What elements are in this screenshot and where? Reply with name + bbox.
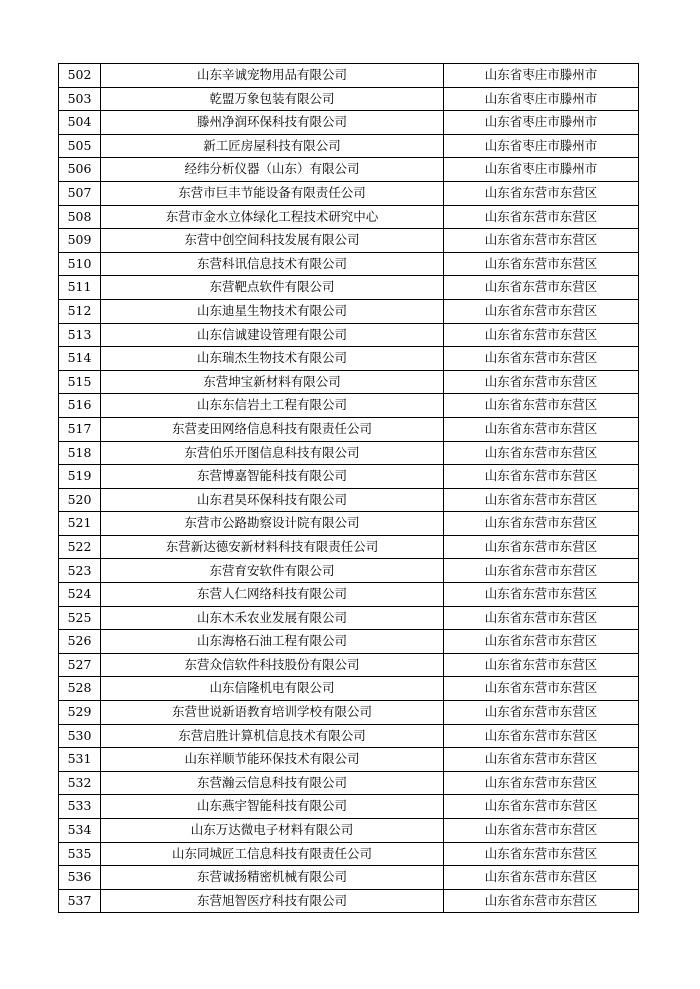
row-number-cell: 515 [59,370,101,394]
company-name-cell: 山东海格石油工程有限公司 [101,630,444,654]
company-name-cell: 山东信诚建设管理有限公司 [101,323,444,347]
company-name-cell: 山东信隆机电有限公司 [101,677,444,701]
company-name-cell: 山东万达微电子材料有限公司 [101,819,444,843]
row-number-cell: 535 [59,842,101,866]
table-row [59,158,639,182]
region-cell: 山东省东营市东营区 [444,394,639,418]
region-cell: 山东省东营市东营区 [444,630,639,654]
region-cell: 山东省东营市东营区 [444,347,639,371]
table-row [59,370,639,394]
company-name-cell: 东营世说新语教育培训学校有限公司 [101,701,444,725]
table-row [59,630,639,654]
table-row [59,465,639,489]
table-row [59,205,639,229]
row-number-cell: 508 [59,205,101,229]
table-row [59,87,639,111]
table-row [59,724,639,748]
table-row [59,488,639,512]
company-name-cell: 东营坤宝新材料有限公司 [101,370,444,394]
row-number-cell: 514 [59,347,101,371]
row-number-cell: 527 [59,653,101,677]
row-number-cell: 528 [59,677,101,701]
row-number-cell: 537 [59,889,101,913]
region-cell: 山东省东营市东营区 [444,795,639,819]
company-name-cell: 东营新达德安新材料科技有限责任公司 [101,535,444,559]
row-number-cell: 531 [59,748,101,772]
company-name-cell: 东营育安软件有限公司 [101,559,444,583]
company-name-cell: 山东君昊环保科技有限公司 [101,488,444,512]
row-number-cell: 507 [59,181,101,205]
company-name-cell: 经纬分析仪器（山东）有限公司 [101,158,444,182]
region-cell: 山东省东营市东营区 [444,512,639,536]
region-cell: 山东省东营市东营区 [444,535,639,559]
table-row [59,417,639,441]
row-number-cell: 530 [59,724,101,748]
row-number-cell: 520 [59,488,101,512]
region-cell: 山东省枣庄市滕州市 [444,111,639,135]
region-cell: 山东省东营市东营区 [444,701,639,725]
region-cell: 山东省东营市东营区 [444,488,639,512]
company-name-cell: 山东迪星生物技术有限公司 [101,299,444,323]
region-cell: 山东省东营市东营区 [444,205,639,229]
company-name-cell: 东营众信软件科技股份有限公司 [101,653,444,677]
region-cell: 山东省东营市东营区 [444,724,639,748]
table-row [59,347,639,371]
company-name-cell: 山东木禾农业发展有限公司 [101,606,444,630]
company-name-cell: 东营瀚云信息科技有限公司 [101,771,444,795]
table-row [59,889,639,913]
company-name-cell: 东营启胜计算机信息技术有限公司 [101,724,444,748]
table-row [59,111,639,135]
table-row [59,276,639,300]
row-number-cell: 523 [59,559,101,583]
company-name-cell: 山东同城匠工信息科技有限责任公司 [101,842,444,866]
region-cell: 山东省东营市东营区 [444,417,639,441]
region-cell: 山东省东营市东营区 [444,441,639,465]
region-cell: 山东省东营市东营区 [444,276,639,300]
company-name-cell: 东营中创空间科技发展有限公司 [101,229,444,253]
region-cell: 山东省枣庄市滕州市 [444,134,639,158]
region-cell: 山东省东营市东营区 [444,252,639,276]
region-cell: 山东省枣庄市滕州市 [444,158,639,182]
table-row [59,252,639,276]
table-row [59,819,639,843]
company-name-cell: 东营市公路勘察设计院有限公司 [101,512,444,536]
region-cell: 山东省东营市东营区 [444,771,639,795]
company-name-cell: 山东东信岩土工程有限公司 [101,394,444,418]
row-number-cell: 517 [59,417,101,441]
region-cell: 山东省枣庄市滕州市 [444,64,639,88]
region-cell: 山东省东营市东营区 [444,370,639,394]
row-number-cell: 505 [59,134,101,158]
company-name-cell: 山东瑞杰生物技术有限公司 [101,347,444,371]
table-row [59,748,639,772]
row-number-cell: 529 [59,701,101,725]
table-row [59,64,639,88]
region-cell: 山东省东营市东营区 [444,606,639,630]
row-number-cell: 516 [59,394,101,418]
row-number-cell: 536 [59,866,101,890]
row-number-cell: 533 [59,795,101,819]
table-row [59,394,639,418]
region-cell: 山东省东营市东营区 [444,748,639,772]
company-name-cell: 东营靶点软件有限公司 [101,276,444,300]
region-cell: 山东省东营市东营区 [444,181,639,205]
company-name-cell: 东营科讯信息技术有限公司 [101,252,444,276]
region-cell: 山东省东营市东营区 [444,559,639,583]
row-number-cell: 524 [59,583,101,607]
table-row [59,134,639,158]
company-name-cell: 山东祥顺节能环保技术有限公司 [101,748,444,772]
company-name-cell: 东营麦田网络信息科技有限责任公司 [101,417,444,441]
row-number-cell: 534 [59,819,101,843]
row-number-cell: 518 [59,441,101,465]
table-row [59,842,639,866]
table-row [59,299,639,323]
company-name-cell: 东营人仁网络科技有限公司 [101,583,444,607]
company-name-cell: 东营博嘉智能科技有限公司 [101,465,444,489]
table-row [59,701,639,725]
table-row [59,441,639,465]
region-cell: 山东省东营市东营区 [444,889,639,913]
table-row [59,771,639,795]
region-cell: 山东省东营市东营区 [444,465,639,489]
row-number-cell: 521 [59,512,101,536]
company-name-cell: 东营伯乐开图信息科技有限公司 [101,441,444,465]
table-row [59,795,639,819]
region-cell: 山东省东营市东营区 [444,229,639,253]
row-number-cell: 502 [59,64,101,88]
row-number-cell: 522 [59,535,101,559]
table-row [59,677,639,701]
table-row [59,653,639,677]
company-name-cell: 滕州净润环保科技有限公司 [101,111,444,135]
row-number-cell: 506 [59,158,101,182]
company-list-table [58,63,639,913]
row-number-cell: 511 [59,276,101,300]
company-list-body [59,64,639,913]
company-name-cell: 山东辛诚宠物用品有限公司 [101,64,444,88]
company-name-cell: 东营市金水立体绿化工程技术研究中心 [101,205,444,229]
row-number-cell: 526 [59,630,101,654]
region-cell: 山东省东营市东营区 [444,866,639,890]
table-row [59,181,639,205]
table-row [59,323,639,347]
row-number-cell: 532 [59,771,101,795]
region-cell: 山东省东营市东营区 [444,819,639,843]
region-cell: 山东省东营市东营区 [444,583,639,607]
company-name-cell: 东营诚扬精密机械有限公司 [101,866,444,890]
region-cell: 山东省东营市东营区 [444,299,639,323]
row-number-cell: 504 [59,111,101,135]
region-cell: 山东省东营市东营区 [444,677,639,701]
region-cell: 山东省东营市东营区 [444,323,639,347]
row-number-cell: 525 [59,606,101,630]
company-name-cell: 新工匠房屋科技有限公司 [101,134,444,158]
region-cell: 山东省东营市东营区 [444,842,639,866]
region-cell: 山东省枣庄市滕州市 [444,87,639,111]
company-name-cell: 东营旭智医疗科技有限公司 [101,889,444,913]
company-name-cell: 东营市巨丰节能设备有限责任公司 [101,181,444,205]
row-number-cell: 519 [59,465,101,489]
row-number-cell: 513 [59,323,101,347]
table-row [59,866,639,890]
row-number-cell: 510 [59,252,101,276]
row-number-cell: 503 [59,87,101,111]
row-number-cell: 512 [59,299,101,323]
table-row [59,535,639,559]
region-cell: 山东省东营市东营区 [444,653,639,677]
table-row [59,583,639,607]
company-name-cell: 乾盟万象包装有限公司 [101,87,444,111]
company-name-cell: 山东燕宇智能科技有限公司 [101,795,444,819]
table-row [59,606,639,630]
table-row [59,229,639,253]
table-row [59,559,639,583]
table-row [59,512,639,536]
row-number-cell: 509 [59,229,101,253]
